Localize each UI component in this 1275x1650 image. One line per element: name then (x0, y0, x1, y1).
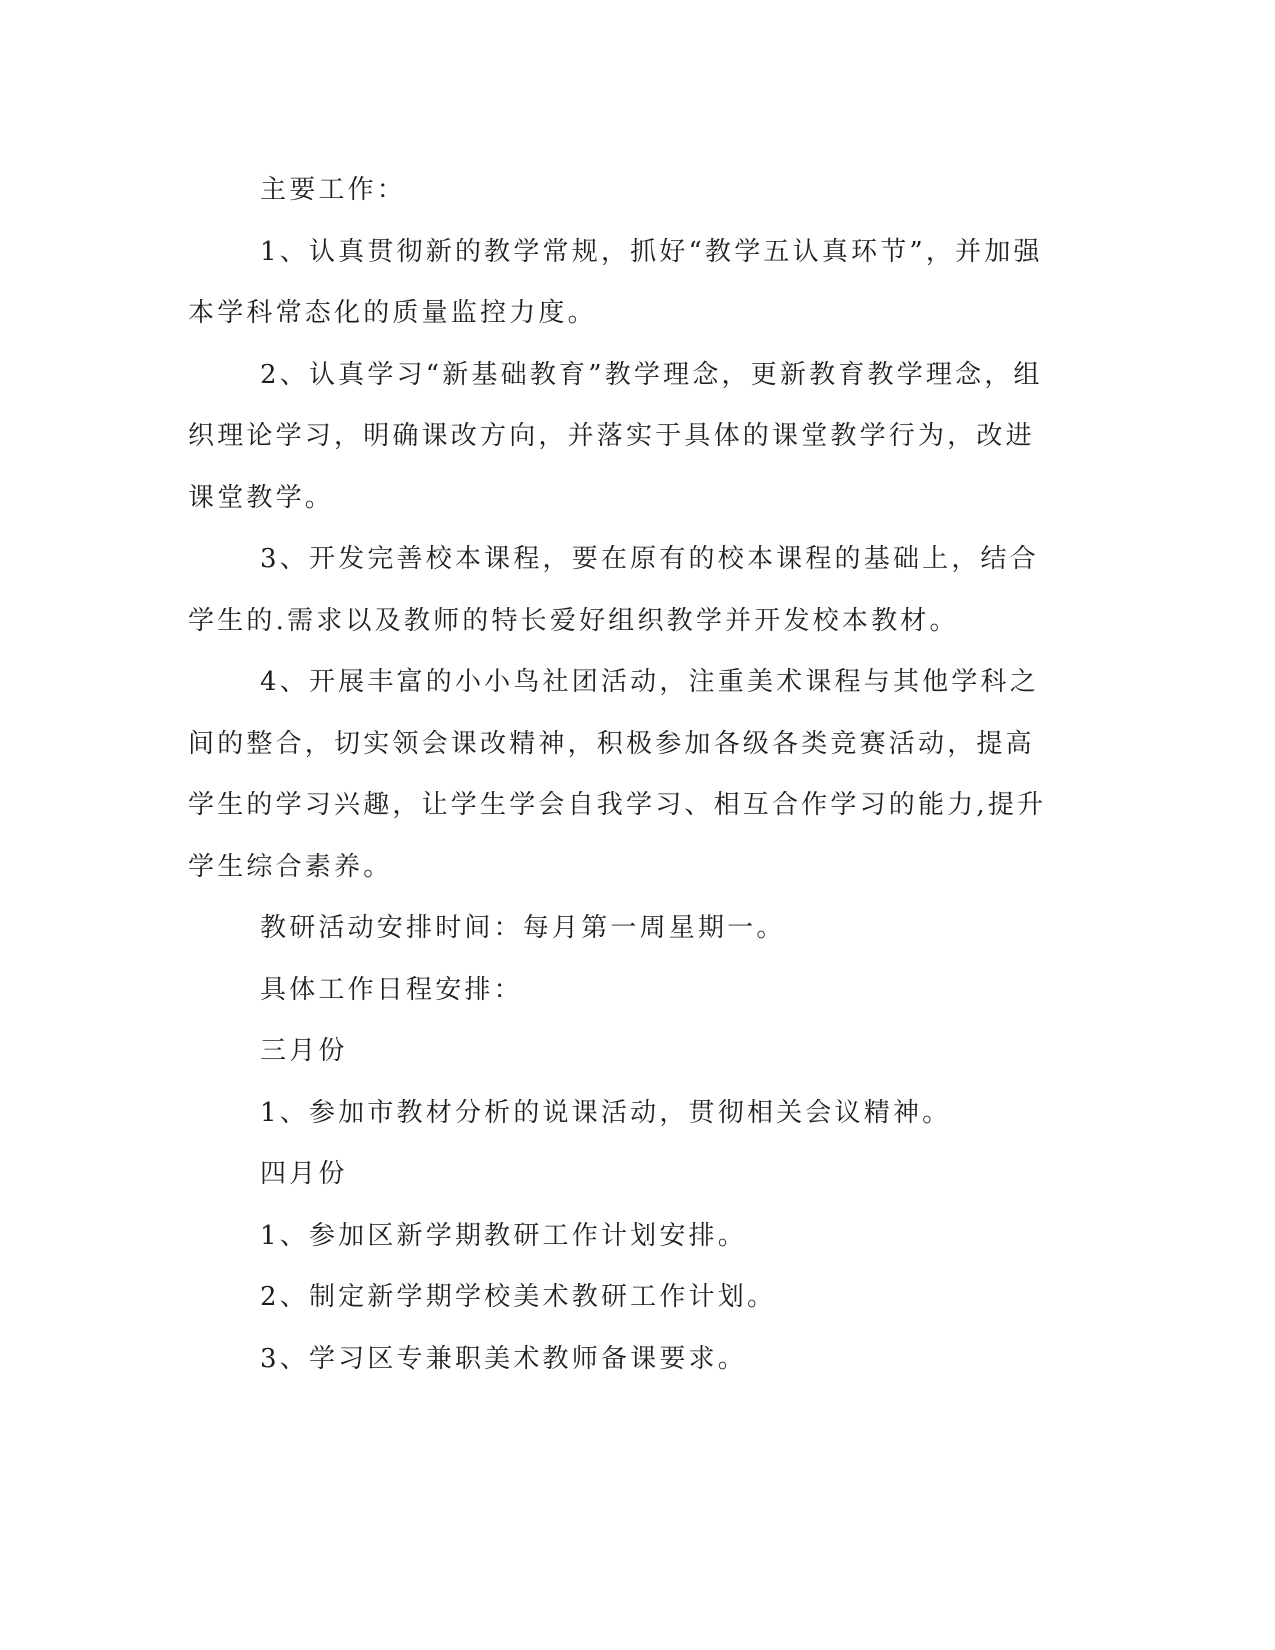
april-item-1: 1、参加区新学期教研工作计划安排。 (260, 1220, 747, 1251)
april-item-2: 2、制定新学期学校美术教研工作计划。 (260, 1282, 777, 1312)
schedule-heading: 具体工作日程安排： (260, 974, 523, 1005)
work-item-1: 1、认真贯彻新的教学常规，抓好“教学五认真环节”，并加强本学科常态化的质量监控力度。 (188, 236, 1043, 328)
work-item-3: 3、开发完善校本课程，要在原有的校本课程的基础上，结合学生的.需求以及教师的特长爱好组织教学并开发校本教材。 (188, 544, 1039, 636)
month-heading-march: 三月份 (260, 1036, 348, 1066)
section-heading-main-work: 主要工作： (260, 175, 407, 205)
month-heading-april: 四月份 (260, 1159, 348, 1189)
work-item-2: 2、认真学习“新基础教育”教学理念，更新教育教学理念，组织理论学习，明确课改方向，并落实于具体的课堂教学行为，改进课堂教学。 (188, 359, 1043, 513)
schedule-time-text: 教研活动安排时间：每月第一周星期一。 (260, 913, 786, 943)
april-item-3: 3、学习区专兼职美术教师备课要求。 (260, 1343, 747, 1374)
document-body (188, 160, 1058, 1390)
march-item-1: 1、参加市教材分析的说课活动，贯彻相关会议精神。 (260, 1097, 952, 1128)
work-item-4: 4、开展丰富的小小鸟社团活动，注重美术课程与其他学科之间的整合，切实领会课改精神，积极参加各级各类竞赛活动，提高学生的学习兴趣，让学生学会自我学习、相互合作学习的能力,提升学生综合素养。 (188, 667, 1047, 882)
